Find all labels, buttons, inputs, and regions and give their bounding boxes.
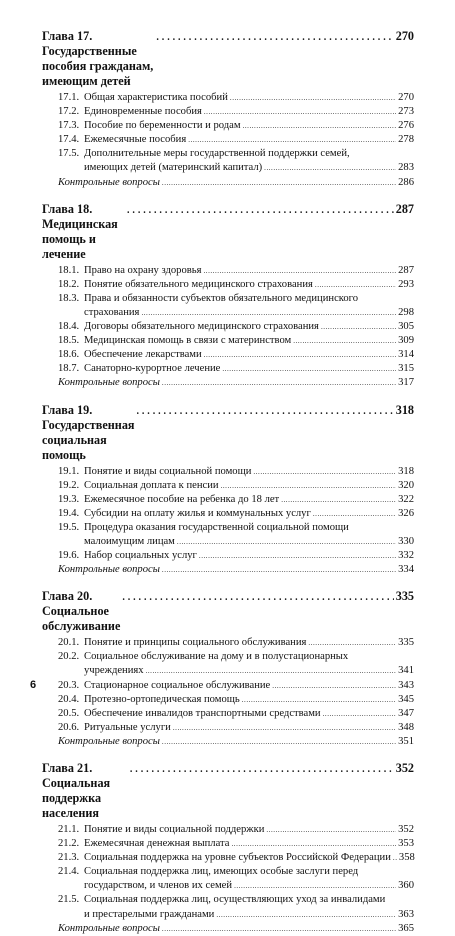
- dot-leader: [315, 278, 396, 292]
- table-of-contents: [42, 29, 414, 936]
- section-page: 278: [398, 134, 414, 146]
- dot-leader: [127, 202, 394, 218]
- dot-leader: [321, 320, 396, 334]
- section-title: и престарелыми гражданами: [84, 908, 215, 920]
- page-number: 6: [30, 679, 37, 691]
- section-page: 335: [398, 637, 414, 649]
- section-title: имеющих детей (материнский капитал): [84, 162, 263, 174]
- dot-leader: [156, 29, 393, 45]
- chapter-title: Глава 20. Социальное обслуживание: [42, 589, 121, 634]
- section-entry: [58, 362, 414, 376]
- section-title: Набор социальных услуг: [84, 550, 197, 562]
- section-title: Контрольные вопросы: [58, 377, 160, 389]
- chapter-entries: [42, 636, 414, 749]
- section-page: 309: [398, 335, 414, 347]
- dot-leader: [204, 348, 396, 362]
- section-entry: [58, 278, 414, 292]
- section-number: 19.4.: [58, 507, 80, 519]
- section-page: 305: [398, 321, 414, 333]
- section-title: Право на охрану здоровья: [84, 264, 202, 276]
- section-number: 20.5.: [58, 707, 80, 719]
- dot-leader: [234, 879, 396, 893]
- dot-leader: [221, 479, 397, 493]
- section-title: малоимущим лицам: [84, 535, 175, 547]
- dot-leader: [243, 119, 397, 133]
- dot-leader: [146, 664, 397, 678]
- chapter-entries: [42, 264, 414, 391]
- chapter-title: Глава 19. Государственная социальная помощь: [42, 402, 135, 462]
- section-entry: [58, 549, 414, 563]
- dot-leader: [141, 306, 396, 320]
- section-page: 360: [398, 880, 414, 892]
- section-title: Понятие обязательного медицинского страхования: [84, 278, 313, 290]
- section-entry: [58, 851, 414, 865]
- dot-leader: [188, 133, 396, 147]
- section-page: 315: [398, 363, 414, 375]
- dot-leader: [162, 376, 396, 390]
- section-number: 17.3.: [58, 120, 80, 132]
- chapter-heading: [42, 29, 414, 89]
- section-number: 21.5.: [58, 894, 80, 906]
- section-page: 332: [398, 550, 414, 562]
- dot-leader: [272, 679, 396, 693]
- section-title: Процедура оказания государственной социальной помощи: [84, 521, 349, 533]
- dot-leader: [313, 507, 396, 521]
- section-number: 20.4.: [58, 693, 80, 705]
- dot-leader: [122, 589, 393, 605]
- chapter-heading: [42, 403, 414, 463]
- section-number: 17.4.: [58, 134, 80, 146]
- section-entry: [58, 91, 414, 105]
- section-number: 18.7.: [58, 363, 80, 375]
- review-questions-entry: [58, 376, 414, 390]
- section-title: Обеспечение инвалидов транспортными средствами: [84, 707, 321, 719]
- section-title: Ежемесячная денежная выплата: [84, 838, 230, 850]
- section-number: 18.5.: [58, 335, 80, 347]
- section-page: 320: [398, 479, 414, 491]
- section-number: 17.2.: [58, 106, 80, 118]
- section-title: Ритуальные услуги: [84, 721, 171, 733]
- section-title: Понятие и принципы социального обслуживания: [84, 637, 307, 649]
- section-title: Протезно-ортопедическая помощь: [84, 693, 240, 705]
- dot-leader: [216, 908, 396, 922]
- section-page: 365: [398, 922, 414, 934]
- section-title: Понятие и виды социальной помощи: [84, 465, 252, 477]
- section-page: 283: [398, 162, 414, 174]
- section-entry: [58, 133, 414, 147]
- section-entry: [58, 893, 414, 921]
- section-page: 358: [398, 852, 415, 864]
- section-number: 18.6.: [58, 349, 80, 361]
- section-number: 21.1.: [58, 824, 80, 835]
- section-page: 298: [398, 306, 414, 318]
- chapter-heading: [42, 589, 414, 634]
- section-number: 19.6.: [58, 550, 80, 562]
- section-page: 347: [398, 707, 414, 719]
- chapter-heading: [42, 202, 414, 262]
- section-page: 317: [398, 377, 414, 389]
- section-title: Общая характеристика пособий: [84, 92, 228, 103]
- section-title: Договоры обязательного медицинского страхования: [84, 321, 319, 333]
- chapter-page: 270: [395, 29, 414, 43]
- section-number: 20.2.: [58, 651, 80, 663]
- section-number: 17.1.: [58, 92, 80, 103]
- section-page: 326: [398, 507, 414, 519]
- section-entry: [58, 147, 414, 175]
- section-page: 363: [398, 908, 414, 920]
- chapter-page: 352: [395, 761, 414, 775]
- section-title: Стационарное социальное обслуживание: [84, 679, 271, 691]
- section-page: 353: [398, 838, 414, 850]
- dot-leader: [293, 334, 396, 348]
- chapter-entries: [42, 91, 414, 190]
- section-number: 19.1.: [58, 465, 80, 477]
- section-title: Обеспечение лекарствами: [84, 349, 202, 361]
- section-title: Контрольные вопросы: [58, 176, 160, 188]
- section-entry: [58, 721, 414, 735]
- section-entry: [58, 334, 414, 348]
- section-title: Медицинская помощь в связи с материнством: [84, 335, 292, 347]
- section-number: 17.5.: [58, 148, 80, 160]
- dot-leader: [281, 493, 396, 507]
- section-title: Контрольные вопросы: [58, 564, 160, 576]
- section-title: Ежемесячные пособия: [84, 134, 187, 146]
- review-questions-entry: [58, 176, 414, 190]
- section-number: 19.2.: [58, 479, 80, 491]
- section-number: 20.3.: [58, 679, 80, 691]
- dot-leader: [266, 823, 396, 837]
- section-page: 341: [398, 665, 414, 677]
- dot-leader: [162, 563, 396, 577]
- dot-leader: [173, 721, 396, 735]
- dot-leader: [204, 105, 396, 119]
- section-page: 270: [398, 92, 414, 103]
- section-entry: [58, 465, 414, 479]
- section-number: 18.1.: [58, 264, 80, 276]
- section-title: Санаторно-курортное лечение: [84, 363, 221, 375]
- chapter-page: 318: [395, 402, 414, 417]
- section-page: 273: [398, 106, 414, 118]
- review-questions-entry: [58, 735, 414, 749]
- section-entry: [58, 650, 414, 678]
- chapter-title: Глава 21. Социальная поддержка населения: [42, 761, 111, 820]
- section-page: 318: [398, 465, 414, 477]
- section-entry: [58, 823, 414, 837]
- dot-leader: [253, 465, 396, 479]
- section-number: 19.5.: [58, 521, 80, 533]
- section-entry: [58, 264, 414, 278]
- section-entry: [58, 493, 414, 507]
- section-title: Понятие и виды социальной поддержки: [84, 824, 265, 835]
- section-title: страхования: [84, 306, 140, 318]
- section-page: 314: [398, 349, 414, 361]
- dot-leader: [177, 535, 396, 549]
- section-page: 352: [398, 824, 414, 835]
- chapter-page: 335: [395, 589, 414, 604]
- chapter-entries: [42, 465, 414, 578]
- chapter-title: Глава 17. Государственные пособия гражданам, имеющим детей: [42, 29, 154, 88]
- section-entry: [58, 119, 414, 133]
- section-page: 322: [398, 493, 414, 505]
- section-title: Пособие по беременности и родам: [84, 120, 241, 132]
- section-title: Контрольные вопросы: [58, 922, 160, 934]
- section-page: 348: [398, 721, 414, 733]
- section-page: 343: [398, 679, 414, 691]
- section-entry: [58, 292, 414, 320]
- dot-leader: [323, 707, 397, 721]
- section-title: учреждениях: [84, 665, 144, 677]
- section-number: 18.2.: [58, 278, 80, 290]
- section-title: Контрольные вопросы: [58, 735, 160, 747]
- section-number: 18.4.: [58, 321, 80, 333]
- dot-leader: [203, 264, 396, 278]
- dot-leader: [137, 403, 394, 419]
- section-number: 21.3.: [58, 852, 80, 864]
- review-questions-entry: [58, 563, 414, 577]
- section-entry: [58, 521, 414, 549]
- chapter-page: 287: [395, 201, 414, 216]
- section-page: 334: [398, 564, 414, 576]
- section-title: Ежемесячное пособие на ребенка до 18 лет: [84, 493, 280, 505]
- section-title: Субсидии на оплату жилья и коммунальных услуг: [84, 507, 311, 519]
- section-entry: [58, 679, 414, 693]
- review-questions-entry: [58, 922, 414, 936]
- section-title: Социальное обслуживание на дому и в полустационарных: [84, 651, 349, 663]
- section-entry: [58, 320, 414, 334]
- section-number: 18.3.: [58, 292, 80, 304]
- section-page: 293: [398, 278, 414, 290]
- dot-leader: [199, 549, 396, 563]
- section-entry: [58, 707, 414, 721]
- chapter-entries: [42, 823, 414, 936]
- section-title: Единовременные пособия: [84, 106, 202, 118]
- section-page: 345: [398, 693, 414, 705]
- dot-leader: [162, 176, 396, 190]
- section-entry: [58, 479, 414, 493]
- section-page: 286: [398, 176, 414, 188]
- section-entry: [58, 865, 414, 893]
- dot-leader: [230, 91, 396, 105]
- section-title: Социальная доплата к пенсии: [84, 479, 219, 491]
- dot-leader: [231, 837, 396, 851]
- section-page: 351: [398, 735, 414, 747]
- section-title: Социальная поддержка лиц, осуществляющих уход за инвалидами: [84, 894, 386, 906]
- section-number: 20.6.: [58, 721, 80, 733]
- section-title: Социальная поддержка лиц, имеющих особые заслуги перед: [84, 866, 359, 878]
- dot-leader: [308, 636, 396, 650]
- dot-leader: [130, 761, 394, 777]
- section-page: 330: [398, 535, 414, 547]
- section-title: Социальная поддержка на уровне субъектов Российской Федерации: [84, 852, 391, 864]
- dot-leader: [162, 922, 396, 936]
- section-title: Дополнительные меры государственной поддержки семей,: [84, 148, 350, 160]
- dot-leader: [393, 851, 397, 865]
- dot-leader: [264, 161, 396, 175]
- section-entry: [58, 348, 414, 362]
- chapter-heading: [42, 761, 414, 821]
- chapter-title: Глава 18. Медицинская помощь и лечение: [42, 201, 118, 261]
- section-number: 21.2.: [58, 838, 80, 850]
- section-page: 276: [398, 120, 414, 132]
- section-number: 20.1.: [58, 637, 80, 649]
- dot-leader: [162, 735, 396, 749]
- section-entry: [58, 837, 414, 851]
- section-title: государством, и членов их семей: [84, 880, 233, 892]
- section-number: 19.3.: [58, 493, 80, 505]
- section-entry: [58, 636, 414, 650]
- section-entry: [58, 507, 414, 521]
- section-number: 21.4.: [58, 866, 80, 878]
- section-entry: [58, 105, 414, 119]
- dot-leader: [222, 362, 396, 376]
- section-title: Права и обязанности субъектов обязательного медицинского: [84, 292, 359, 304]
- section-page: 287: [398, 264, 414, 276]
